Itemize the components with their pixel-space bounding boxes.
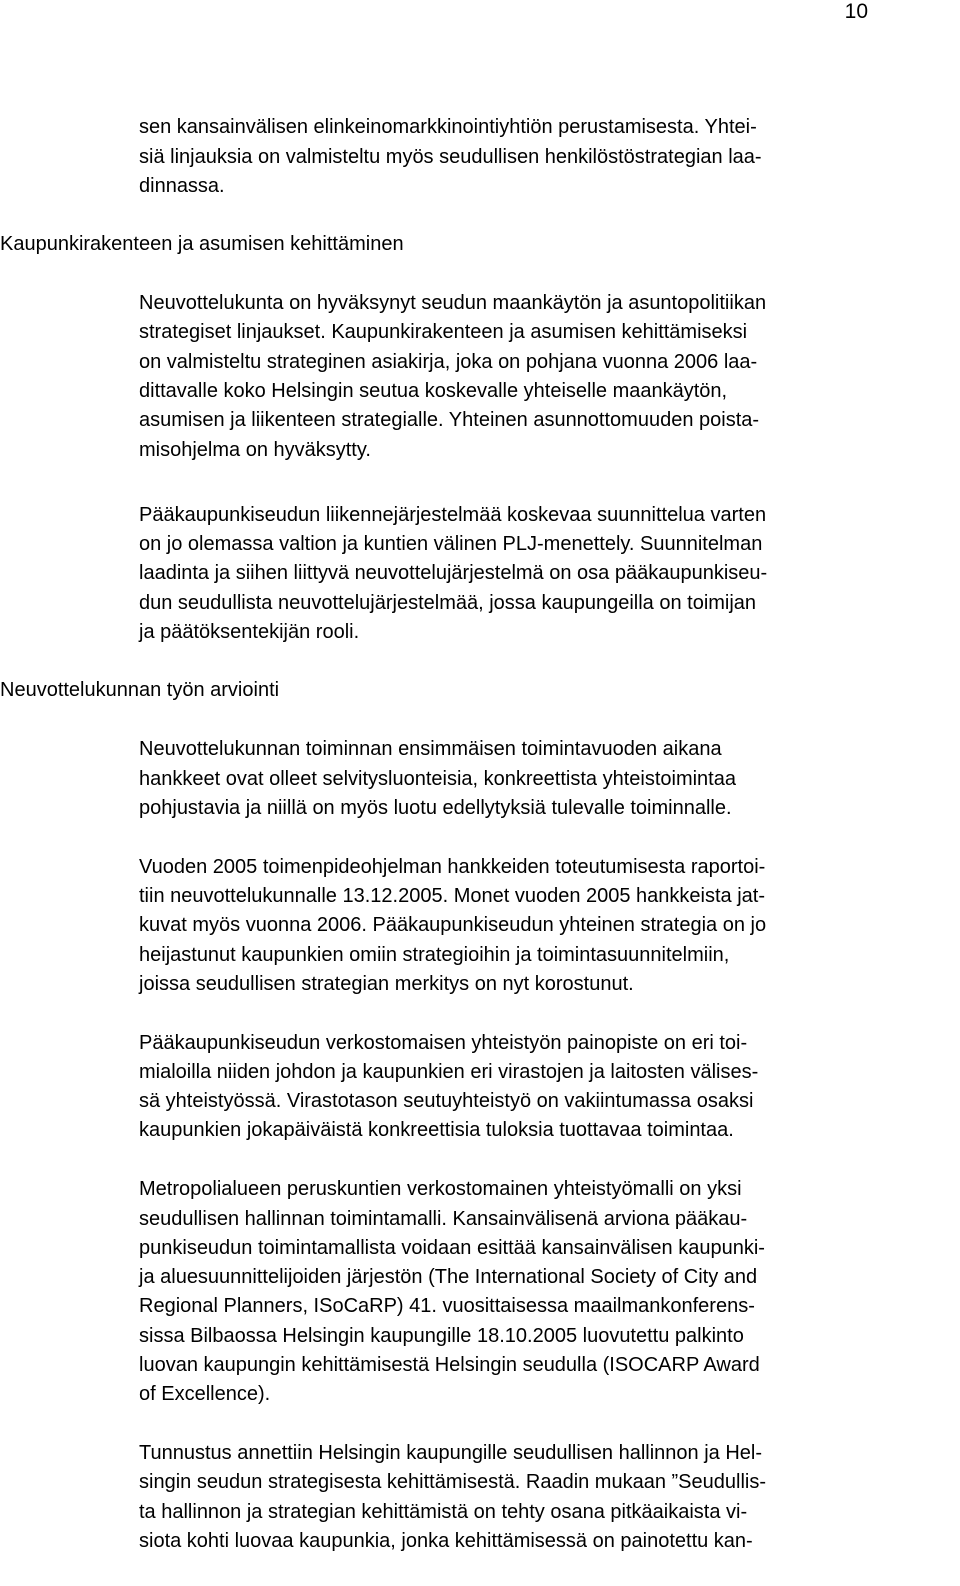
paragraph-line: misohjelma on hyväksytty. bbox=[139, 439, 371, 461]
paragraph-line: Neuvottelukunta on hyväksynyt seudun maankäytön ja asuntopolitiikan bbox=[139, 292, 767, 314]
paragraph-line: of Excellence). bbox=[139, 1383, 271, 1405]
paragraph-line: kaupunkien jokapäiväistä konkreettisia tuloksia tuottavaa toimintaa. bbox=[139, 1119, 734, 1141]
paragraph-line: dun seudullista neuvottelujärjestelmää, jossa kaupungeilla on toimijan bbox=[139, 592, 757, 614]
paragraph-line: sissa Bilbaossa Helsingin kaupungille 18.10.2005 luovutettu palkinto bbox=[139, 1325, 744, 1347]
paragraph-line: hankkeet ovat olleet selvitysluonteisia, konkreettista yhteistoimintaa bbox=[139, 768, 736, 790]
paragraph-line: Regional Planners, ISoCaRP) 41. vuosittaisessa maailmankonferens- bbox=[139, 1295, 755, 1317]
paragraph-line: sen kansainvälisen elinkeinomarkkinointiyhtiön perustamisesta. Yhtei- bbox=[139, 116, 757, 138]
paragraph-line: singin seudun strategisesta kehittämisestä. Raadin mukaan ”Seudullis- bbox=[139, 1471, 767, 1493]
paragraph-line: ta hallinnon ja strategian kehittämistä on tehty osana pitkäaikaista vi- bbox=[139, 1501, 748, 1523]
paragraph-line: Pääkaupunkiseudun liikennejärjestelmää koskevaa suunnittelua varten bbox=[139, 504, 767, 526]
paragraph-line: dittavalle koko Helsingin seutua koskevalle yhteiselle maankäytön, bbox=[139, 380, 728, 402]
paragraph-line: Metropolialueen peruskuntien verkostomainen yhteistyömalli on yksi bbox=[139, 1178, 742, 1200]
paragraph-line: laadinta ja siihen liittyvä neuvottelujärjestelmä on osa pääkaupunkiseu- bbox=[139, 562, 768, 584]
paragraph-line: dinnassa. bbox=[139, 175, 225, 197]
paragraph-line: joissa seudullisen strategian merkitys on nyt korostunut. bbox=[139, 973, 634, 995]
paragraph-line: Pääkaupunkiseudun verkostomaisen yhteistyön painopiste on eri toi- bbox=[139, 1032, 748, 1054]
section-heading: Neuvottelukunnan työn arviointi bbox=[0, 679, 280, 701]
paragraph-line: tiin neuvottelukunnalle 13.12.2005. Monet vuoden 2005 hankkeista jat- bbox=[139, 885, 766, 907]
paragraph-line: pohjustavia ja niillä on myös luotu edellytyksiä tulevalle toiminnalle. bbox=[139, 797, 732, 819]
paragraph-line: Vuoden 2005 toimenpideohjelman hankkeiden toteutumisesta raportoi- bbox=[139, 856, 766, 878]
paragraph-line: strategiset linjaukset. Kaupunkirakenteen ja asumisen kehittämiseksi bbox=[139, 321, 748, 343]
paragraph-line: on valmisteltu strateginen asiakirja, joka on pohjana vuonna 2006 laa- bbox=[139, 351, 758, 373]
paragraph-line: mialoilla niiden johdon ja kaupunkien eri virastojen ja laitosten välises- bbox=[139, 1061, 759, 1083]
paragraph-line: luovan kaupungin kehittämisestä Helsingin seudulla (ISOCARP Award bbox=[139, 1354, 760, 1376]
paragraph-line: siota kohti luovaa kaupunkia, jonka kehittämisessä on painotettu kan- bbox=[139, 1530, 753, 1552]
paragraph-line: heijastunut kaupunkien omiin strategioihin ja toimintasuunnitelmiin, bbox=[139, 944, 730, 966]
paragraph-line: Neuvottelukunnan toiminnan ensimmäisen toimintavuoden aikana bbox=[139, 738, 722, 760]
paragraph-line: sä yhteistyössä. Virastotason seutuyhteistyö on vakiintumassa osaksi bbox=[139, 1090, 754, 1112]
paragraph-line: Tunnustus annettiin Helsingin kaupungille seudullisen hallinnon ja Hel- bbox=[139, 1442, 762, 1464]
page-number: 10 bbox=[844, 0, 868, 23]
paragraph-line: kuvat myös vuonna 2006. Pääkaupunkiseudun yhteinen strategia on jo bbox=[139, 914, 767, 936]
paragraph-line: siä linjauksia on valmisteltu myös seudullisen henkilöstöstrategian laa- bbox=[139, 146, 762, 168]
paragraph-line: ja aluesuunnittelijoiden järjestön (The International Society of City and bbox=[139, 1266, 758, 1288]
paragraph-line: asumisen ja liikenteen strategialle. Yhteinen asunnottomuuden poista- bbox=[139, 409, 760, 431]
section-heading: Kaupunkirakenteen ja asumisen kehittäminen bbox=[0, 233, 404, 255]
paragraph-line: seudullisen hallinnan toimintamalli. Kansainvälisenä arviona pääkau- bbox=[139, 1208, 748, 1230]
paragraph-line: on jo olemassa valtion ja kuntien välinen PLJ-menettely. Suunnitelman bbox=[139, 533, 763, 555]
paragraph-line: punkiseudun toimintamallista voidaan esittää kansainvälisen kaupunki- bbox=[139, 1237, 765, 1259]
paragraph-line: ja päätöksentekijän rooli. bbox=[139, 621, 360, 643]
